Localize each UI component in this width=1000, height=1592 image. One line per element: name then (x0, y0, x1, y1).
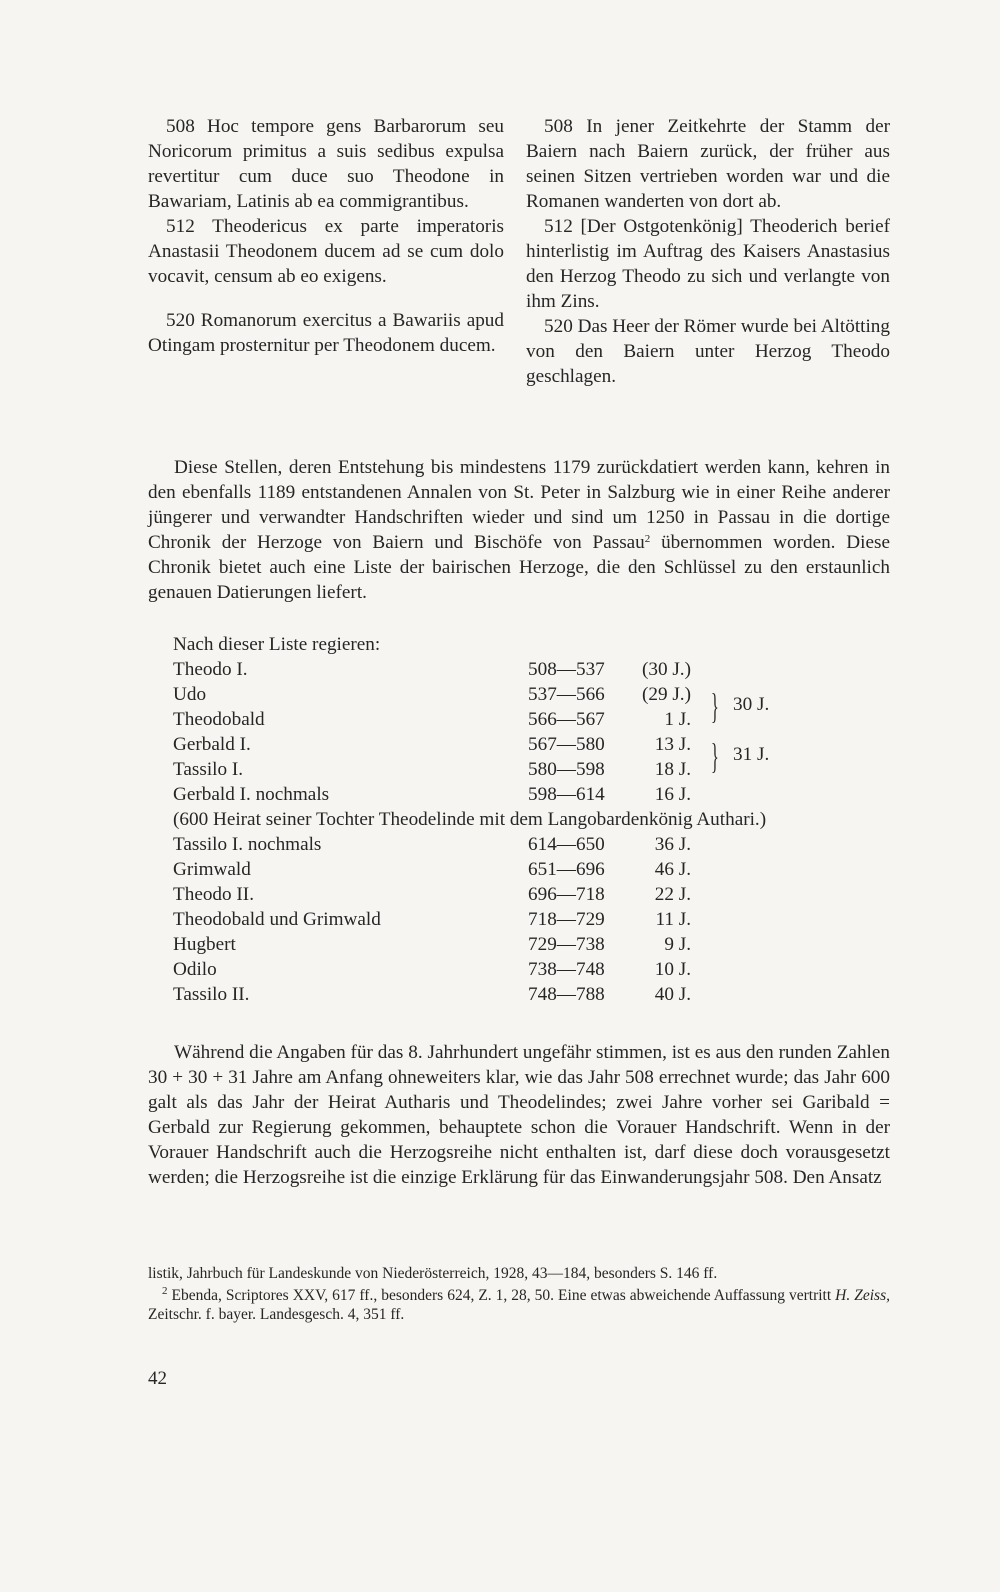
paragraph1-text: Diese Stellen, deren Entstehung bis mindestens 1179 zurückdatiert werden kann, kehren in den ebenfalls 1189 entstandenen Annalen von St. Peter in Salzburg wie in einer Reihe anderer jüngerer und verwandter Handschriften wieder und sind um 1250 in Passau in die dortige Chronik der Herzoge von Baiern und Bischöfe von Passau (148, 457, 890, 553)
footnote-2-text-after: Zeitschr. f. bayer. Landesgesch. 4, 351 ff. (148, 1306, 405, 1323)
reign-years: (29 J.) (641, 684, 691, 705)
duke-row (173, 782, 890, 807)
duke-name: Grimwald (173, 859, 251, 880)
duke-list-part-1 (173, 657, 890, 807)
reign-span: 748—788 (528, 984, 605, 1005)
reign-span: 729—738 (528, 934, 605, 955)
brace-label-2: 31 J. (733, 744, 770, 765)
list-intro: Nach dieser Liste regieren: (173, 634, 381, 655)
duke-name: Hugbert (173, 934, 236, 955)
duke-row (173, 832, 890, 857)
reign-span: 718—729 (528, 909, 605, 930)
german-entry-520: 520 Das Heer der Römer wurde bei Altötting von den Baiern unter Herzog Theodo geschlagen. (526, 316, 890, 387)
page-number: 42 (148, 1368, 167, 1389)
reign-span: 567—580 (528, 734, 605, 755)
latin-entry-520: 520 Romanorum exercitus a Bawariis apud Otingam prosternitur per Theodonem ducem. (148, 310, 504, 356)
latin-entry-512: 512 Theodericus ex parte imperatoris Anastasii Theodonem ducem ad se cum dolo vocavit, censum ab eo exigens. (148, 216, 504, 287)
footnote-2 (148, 1286, 890, 1325)
duke-name: Odilo (173, 959, 217, 980)
reign-span: 614—650 (528, 834, 605, 855)
duke-row (173, 932, 890, 957)
duke-row (173, 907, 890, 932)
curly-brace-icon: } (711, 736, 719, 776)
duke-row (173, 757, 890, 782)
reign-span: 598—614 (528, 784, 605, 805)
reign-years: 46 J. (654, 859, 691, 880)
brace-label-1: 30 J. (733, 694, 770, 715)
reign-years: 10 J. (654, 959, 691, 980)
reign-years: (30 J.) (641, 659, 691, 680)
reign-years: 16 J. (654, 784, 691, 805)
reign-years: 22 J. (654, 884, 691, 905)
duke-name: Gerbald I. (173, 734, 251, 755)
reign-years: 36 J. (654, 834, 691, 855)
paragraph1-text-after: übernommen worden. Diese Chronik bietet auch eine Liste der bairischen Herzoge, die den Schlüssel zu den erstaunlich genauen Datierungen liefert. (148, 532, 890, 603)
duke-row (173, 657, 890, 682)
reign-span: 508—537 (528, 659, 605, 680)
duke-name: Tassilo II. (173, 984, 250, 1005)
duke-name: Udo (173, 684, 207, 705)
list-note: (600 Heirat seiner Tochter Theodelinde mit dem Langobardenkönig Authari.) (173, 809, 767, 830)
footnote-2-author: H. Zeiss, (835, 1286, 890, 1304)
german-entry-512: 512 [Der Ostgotenkönig] Theoderich berief hinterlistig im Auftrag des Kaisers Anastasius den Herzog Theodo zu sich und verlangte von ihm Zins. (526, 216, 890, 312)
duke-list (173, 657, 890, 1007)
duke-row (173, 957, 890, 982)
duke-row (173, 857, 890, 882)
reign-span: 696—718 (528, 884, 605, 905)
duke-list-part-2 (173, 832, 890, 1007)
footnote-ref-2: 2 (644, 533, 651, 545)
reign-span: 738—748 (528, 959, 605, 980)
reign-years: 18 J. (654, 759, 691, 780)
latin-entry-508: 508 Hoc tempore gens Barbarorum seu Noricorum primitus a suis sedibus expulsa revertitur cum duce suo Theodone in Bawariam, Latinis ab ea commigrantibus. (148, 116, 504, 212)
reign-years: 1 J. (664, 709, 691, 730)
duke-row (173, 707, 890, 732)
duke-name: Tassilo I. nochmals (173, 834, 322, 855)
duke-row (173, 882, 890, 907)
reign-years: 13 J. (654, 734, 691, 755)
german-column (526, 114, 890, 389)
footnotes (148, 1264, 890, 1325)
reign-span: 651—696 (528, 859, 605, 880)
reign-span: 580—598 (528, 759, 605, 780)
reign-years: 11 J. (655, 909, 691, 930)
footnote-2-text: Ebenda, Scriptores XXV, 617 ff., besonders 624, Z. 1, 28, 50. Eine etwas abweichende Auffassung vertritt (167, 1286, 836, 1304)
reign-years: 9 J. (664, 934, 691, 955)
body-paragraph-2: Während die Angaben für das 8. Jahrhundert ungefähr stimmen, ist es aus den runden Zahlen 30 + 30 + 31 Jahre am Anfang ohneweiters klar, wie das Jahr 508 errechnet wurde; das Jahr 600 galt als das Jahr der Heirat Autharis und Theodelindes; zwei Jahre vorher sei Garibald = Gerbald zur Regierung gekommen, behauptete schon die Vorauer Handschrift. Wenn in der Vorauer Handschrift auch die Herzogsreihe nicht enthalten ist, darf diese doch vorausgesetzt werden; die Herzogsreihe ist die einzige Erklärung für das Einwanderungsjahr 508. Den Ansatz (148, 1042, 890, 1188)
footnote-2-mark: 2 (162, 1284, 168, 1297)
duke-row (173, 732, 890, 757)
duke-row (173, 982, 890, 1007)
footnote-continuation: listik, Jahrbuch für Landeskunde von Niederösterreich, 1928, 43—184, besonders S. 146 ff. (148, 1265, 718, 1282)
reign-span: 566—567 (528, 709, 605, 730)
body-paragraph-1 (148, 455, 890, 605)
reign-span: 537—566 (528, 684, 605, 705)
duke-name: Tassilo I. (173, 759, 244, 780)
duke-name: Theodobald und Grimwald (173, 909, 381, 930)
duke-name: Theodo I. (173, 659, 248, 680)
duke-name: Theodo II. (173, 884, 254, 905)
german-entry-508: 508 In jener Zeitkehrte der Stamm der Baiern nach Baiern zurück, der früher aus seinen Sitzen vertrieben worden war und die Romanen wanderten von dort ab. (526, 116, 890, 212)
latin-column (148, 114, 504, 358)
reign-years: 40 J. (654, 984, 691, 1005)
duke-name: Theodobald (173, 709, 265, 730)
curly-brace-icon: } (711, 686, 719, 726)
duke-row (173, 682, 890, 707)
duke-name: Gerbald I. nochmals (173, 784, 330, 805)
